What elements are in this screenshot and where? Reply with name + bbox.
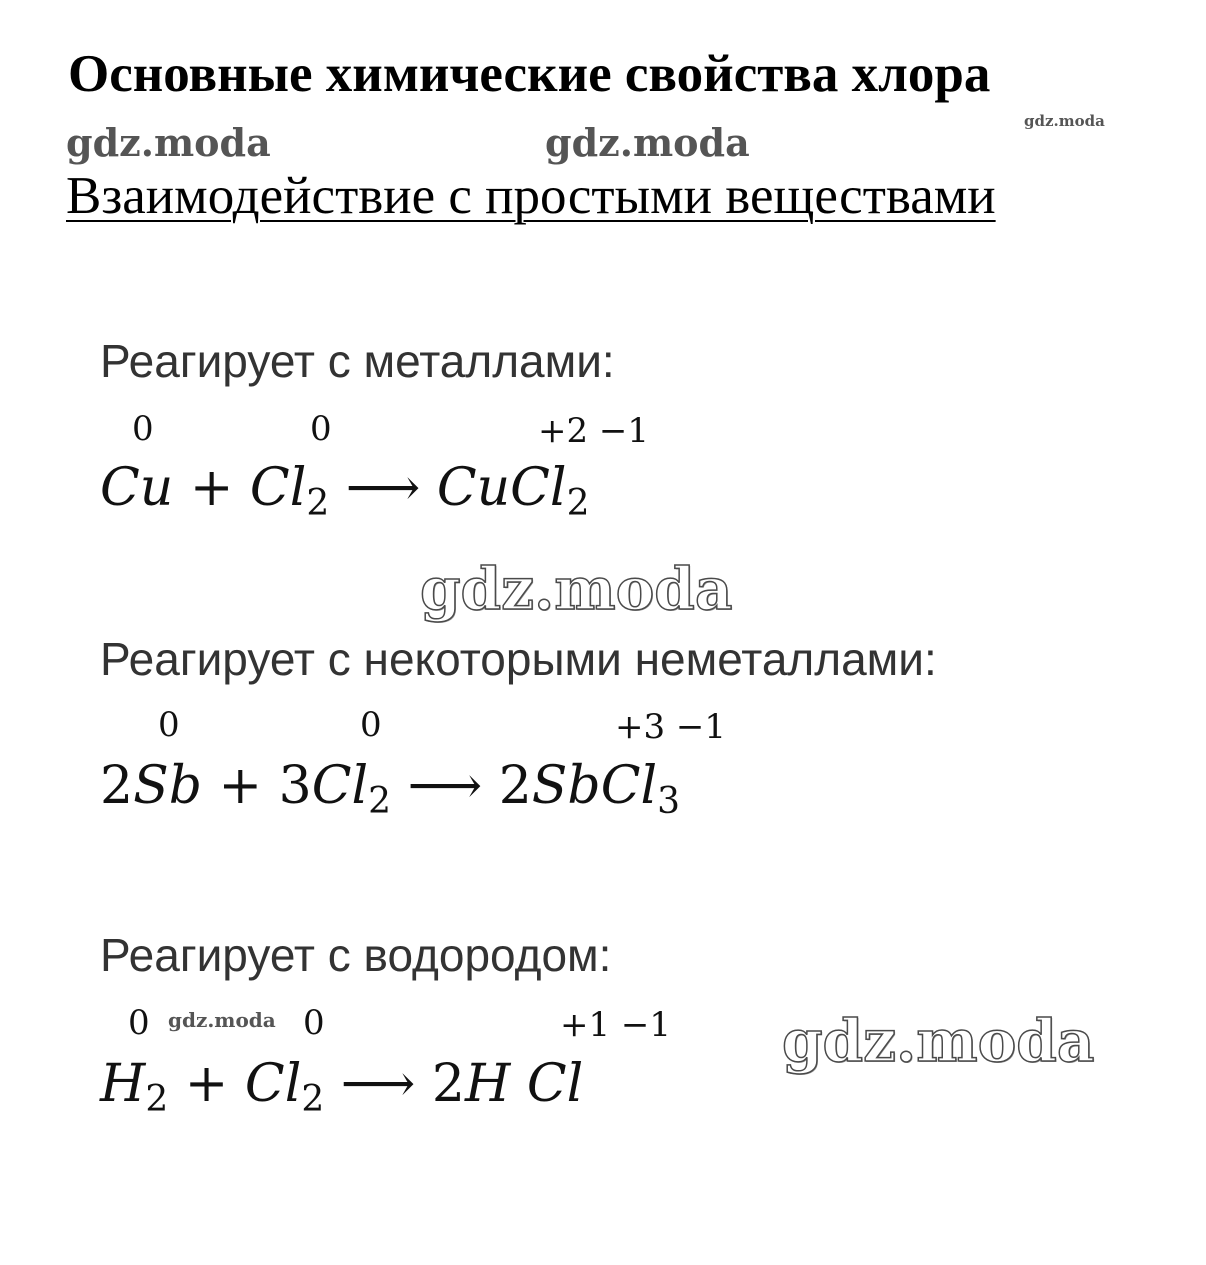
watermark-logo: gdz.moda	[66, 120, 271, 165]
chemical-equation	[100, 1054, 584, 1120]
product-element: H	[464, 1054, 511, 1114]
subscript: 3	[657, 781, 681, 822]
oxidation-state: +1 −1	[560, 1005, 672, 1045]
subscript: 2	[566, 483, 590, 524]
watermark-logo: gdz.moda	[1024, 112, 1105, 130]
plus-sign: +	[184, 1054, 229, 1114]
subscript: 2	[368, 781, 392, 822]
reactant-element: Cl	[244, 1054, 302, 1114]
reaction-arrow: ⟶	[345, 458, 421, 518]
plus-sign: +	[218, 756, 263, 816]
watermark-logo: gdz.moda	[168, 1008, 276, 1032]
chemical-equation	[100, 756, 681, 822]
reaction-label: Реагирует с металлами:	[100, 335, 615, 387]
section-heading: Взаимодействие с простыми веществами	[66, 167, 996, 225]
oxidation-state: 0	[128, 1003, 150, 1043]
oxidation-state: 0	[303, 1003, 325, 1043]
product-element: Cl	[526, 1054, 584, 1114]
subscript: 2	[145, 1079, 169, 1120]
reactant-element: Cu	[100, 458, 174, 518]
reactant-element: Cl	[311, 756, 369, 816]
plus-sign: +	[189, 458, 234, 518]
product-element: Cl	[510, 458, 567, 518]
oxidation-state: 0	[310, 409, 332, 449]
chemical-equation	[100, 458, 590, 524]
product-element: Cl	[600, 756, 658, 816]
watermark-logo: gdz.moda	[782, 1007, 1095, 1075]
product-element: Cu	[436, 458, 511, 518]
watermark-logo: gdz.moda	[545, 120, 750, 165]
subscript: 2	[301, 1079, 325, 1120]
coefficient: 2	[498, 756, 532, 816]
oxidation-state: +3 −1	[615, 707, 727, 747]
watermark-logo: gdz.moda	[420, 555, 733, 623]
page-title: Основные химические свойства хлора	[68, 45, 991, 103]
reactant-element: Cl	[249, 458, 307, 518]
coefficient: 3	[278, 756, 312, 816]
product-element: Sb	[531, 756, 601, 816]
oxidation-state: +2 −1	[538, 411, 650, 451]
reaction-arrow: ⟶	[340, 1054, 416, 1114]
oxidation-state: 0	[132, 409, 154, 449]
reactant-element: Sb	[133, 756, 203, 816]
reaction-label: Реагирует с водородом:	[100, 929, 612, 981]
reaction-arrow: ⟶	[407, 756, 483, 816]
reaction-label: Реагирует с некоторыми неметаллами:	[100, 633, 937, 685]
oxidation-state: 0	[158, 705, 180, 745]
coefficient: 2	[431, 1054, 465, 1114]
coefficient: 2	[100, 756, 134, 816]
reactant-element: H	[100, 1054, 146, 1114]
oxidation-state: 0	[360, 705, 382, 745]
subscript: 2	[306, 483, 330, 524]
